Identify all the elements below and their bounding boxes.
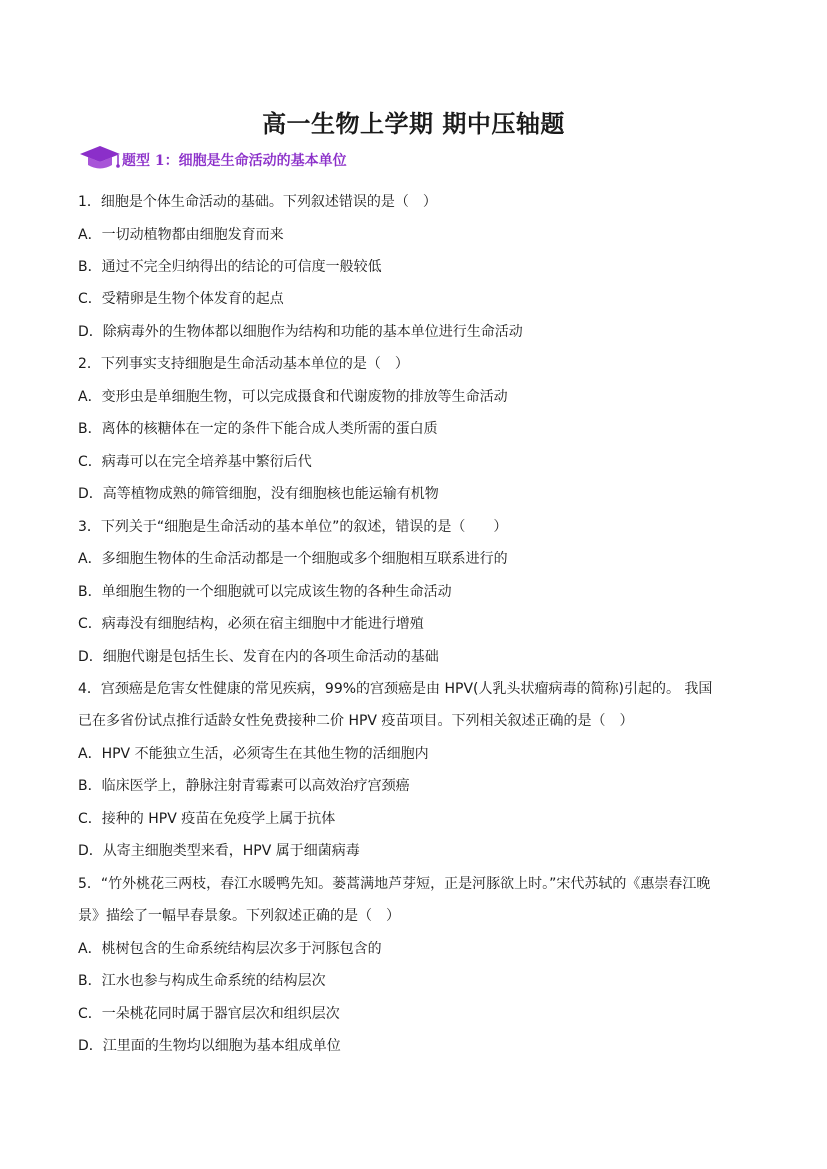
question-4-option-c: C．接种的 HPV 疫苗在免疫学上属于抗体 (78, 811, 336, 827)
question-3-option-d: D．细胞代谢是包括生长、发育在内的各项生命活动的基础 (78, 649, 439, 665)
question-3-stem-line-1: 3．下列关于“细胞是生命活动的基本单位”的叙述，错误的是（ ） (78, 519, 508, 535)
question-4-option-a: A．HPV 不能独立生活，必须寄生在其他生物的活细胞内 (78, 746, 429, 762)
page-title: 高一生物上学期 期中压轴题 (262, 109, 565, 138)
graduation-cap-icon (78, 143, 122, 175)
question-4-stem-line-1: 4．宫颈癌是危害女性健康的常见疾病，99%的宫颈癌是由 HPV(人乳头状瘤病毒的简称)引起的。 我国 (78, 681, 713, 697)
question-1-option-c: C．受精卵是生物个体发育的起点 (78, 291, 284, 307)
question-5-option-d: D．江里面的生物均以细胞为基本组成单位 (78, 1038, 341, 1054)
question-3-option-b: B．单细胞生物的一个细胞就可以完成该生物的各种生命活动 (78, 584, 452, 600)
question-1-option-d: D．除病毒外的生物体都以细胞作为结构和功能的基本单位进行生命活动 (78, 324, 523, 340)
question-2-option-d: D．高等植物成熟的筛管细胞，没有细胞核也能运输有机物 (78, 486, 439, 502)
question-1-option-b: B．通过不完全归纳得出的结论的可信度一般较低 (78, 259, 382, 275)
question-5-option-c: C．一朵桃花同时属于器官层次和组织层次 (78, 1006, 340, 1022)
question-3-option-a: A．多细胞生物体的生命活动都是一个细胞或多个细胞相互联系进行的 (78, 551, 508, 567)
question-1-option-a: A．一切动植物都由细胞发育而来 (78, 227, 284, 243)
question-2-stem-line-1: 2．下列事实支持细胞是生命活动基本单位的是（ ） (78, 356, 409, 372)
question-4-option-b: B．临床医学上，静脉注射青霉素可以高效治疗宫颈癌 (78, 778, 410, 794)
question-3-option-c: C．病毒没有细胞结构，必须在宿主细胞中才能进行增殖 (78, 616, 424, 632)
question-2-option-c: C．病毒可以在完全培养基中繁衍后代 (78, 454, 312, 470)
question-1-stem-line-1: 1．细胞是个体生命活动的基础。下列叙述错误的是（ ） (78, 194, 437, 210)
question-5-stem-line-2: 景》描绘了一幅早春景象。下列叙述正确的是（ ） (78, 908, 400, 924)
question-2-option-b: B．离体的核糖体在一定的条件下能合成人类所需的蛋白质 (78, 421, 438, 437)
question-2-option-a: A．变形虫是单细胞生物，可以完成摄食和代谢废物的排放等生命活动 (78, 389, 508, 405)
question-5-stem-line-1: 5．“竹外桃花三两枝，春江水暖鸭先知。蒌蒿满地芦芽短，正是河豚欲上时。”宋代苏轼的《惠崇春江晚 (78, 876, 711, 892)
section-label: 题型 1：细胞是生命活动的基本单位 (122, 153, 347, 169)
question-5-option-b: B．江水也参与构成生命系统的结构层次 (78, 973, 326, 989)
question-4-stem-line-2: 已在多省份试点推行适龄女性免费接种二价 HPV 疫苗项目。下列相关叙述正确的是（ ） (78, 713, 634, 729)
question-5-option-a: A．桃树包含的生命系统结构层次多于河豚包含的 (78, 941, 382, 957)
question-4-option-d: D．从寄主细胞类型来看，HPV 属于细菌病毒 (78, 843, 360, 859)
